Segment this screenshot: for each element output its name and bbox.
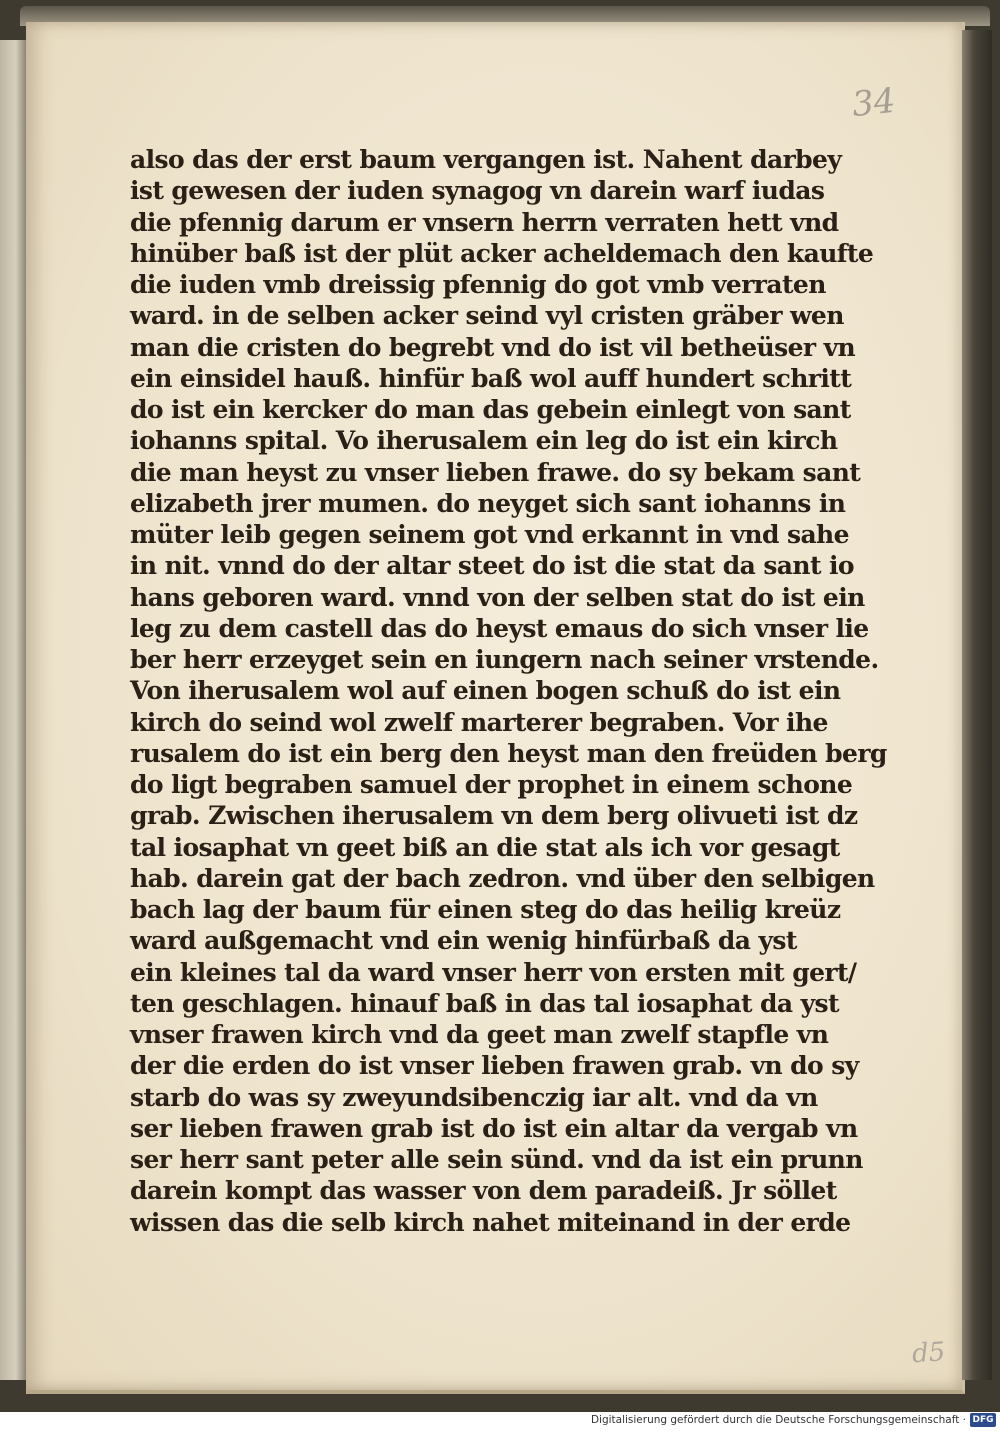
folio-number: 34 [850,80,898,126]
text-line: tal iosaphat vn geet biß an die stat als ich vor gesagt [130,832,840,862]
text-line: starb do was sy zweyundsibenczig iar alt. vnd da vn [130,1082,818,1112]
text-line: also das der erst baum vergangen ist. Nahent darbey [130,145,842,174]
previous-page-edge [0,40,28,1380]
text-line: do ist ein kercker do man das gebein einlegt von sant [130,395,851,424]
text-line: ist gewesen der iuden synagog vn darein warf iudas [130,176,825,206]
text-line: hans geboren ward. vnnd von der selben stat do ist ein [130,582,865,612]
text-line: der die erden do ist vnser lieben frawen grab. vn do sy [130,1051,859,1081]
text-line: Von iherusalem wol auf einen bogen schuß do ist ein [130,676,841,706]
text-line: elizabeth jrer mumen. do neyget sich sant iohanns in [130,488,846,518]
text-line: kirch do seind wol zwelf marterer begraben. Vor ihe [130,707,828,737]
shelf-mark: d5 [911,1337,947,1370]
text-line: do ligt begraben samuel der prophet in einem schone [130,770,853,799]
text-line: ein einsidel hauß. hinfür baß wol auff hundert schritt [130,363,852,393]
text-line: vnser frawen kirch vnd da geet man zwelf stapfle vn [130,1020,829,1049]
text-line: ten geschlagen. hinauf baß in das tal iosaphat da yst [130,988,839,1018]
text-line: grab. Zwischen iherusalem vn dem berg olivueti ist dz [130,801,858,831]
text-line: ein kleines tal da ward vnser herr von ersten mit gert/ [130,957,857,987]
text-line: wissen das die selb kirch nahet miteinand in der erde [130,1207,851,1237]
text-line: ser herr sant peter alle sein sünd. vnd da ist ein prunn [130,1145,863,1174]
text-line: hinüber baß ist der plüt acker acheldemach den kaufte [130,238,874,268]
book-right-edge [962,30,992,1380]
dfg-logo: DFG [970,1413,996,1427]
text-line: man die cristen do begrebt vnd do ist vil betheüser vn [130,332,856,362]
text-line: ward. in de selben acker seind vyl cristen gräber wen [130,301,844,331]
text-line: leg zu dem castell das do heyst emaus do sich vnser lie [130,613,869,643]
text-line: hab. darein gat der bach zedron. vnd über den selbigen [130,863,875,893]
text-line: die man heyst zu vnser lieben frawe. do sy bekam sant [130,457,861,487]
text-line: ward außgemacht vnd ein wenig hinfürbaß da yst [130,926,797,956]
text-line: rusalem do ist ein berg den heyst man den freüden berg [130,738,887,768]
text-line: ser lieben frawen grab ist do ist ein altar da vergab vn [130,1113,858,1143]
text-block [130,144,887,1238]
text-line: bach lag der baum für einen steg do das heilig kreüz [130,895,841,924]
funding-credit: Digitalisierung gefördert durch die Deutsche Forschungsgemeinschaft · [590,1414,966,1426]
text-line: die pfennig darum er vnsern herrn verraten hett vnd [130,207,839,237]
text-line: die iuden vmb dreissig pfennig do got vmb verraten [130,270,826,299]
text-line: darein kompt das wasser von dem paradeiß. Jr söllet [130,1176,837,1206]
text-line: müter leib gegen seinem got vnd erkannt in vnd sahe [130,520,849,549]
text-line: ber herr erzeyget sein en iungern nach seiner vrstende. [130,645,879,674]
text-line: in nit. vnnd do der altar steet do ist die stat da sant io [130,551,854,581]
text-line: iohanns spital. Vo iherusalem ein leg do ist ein kirch [130,426,838,456]
